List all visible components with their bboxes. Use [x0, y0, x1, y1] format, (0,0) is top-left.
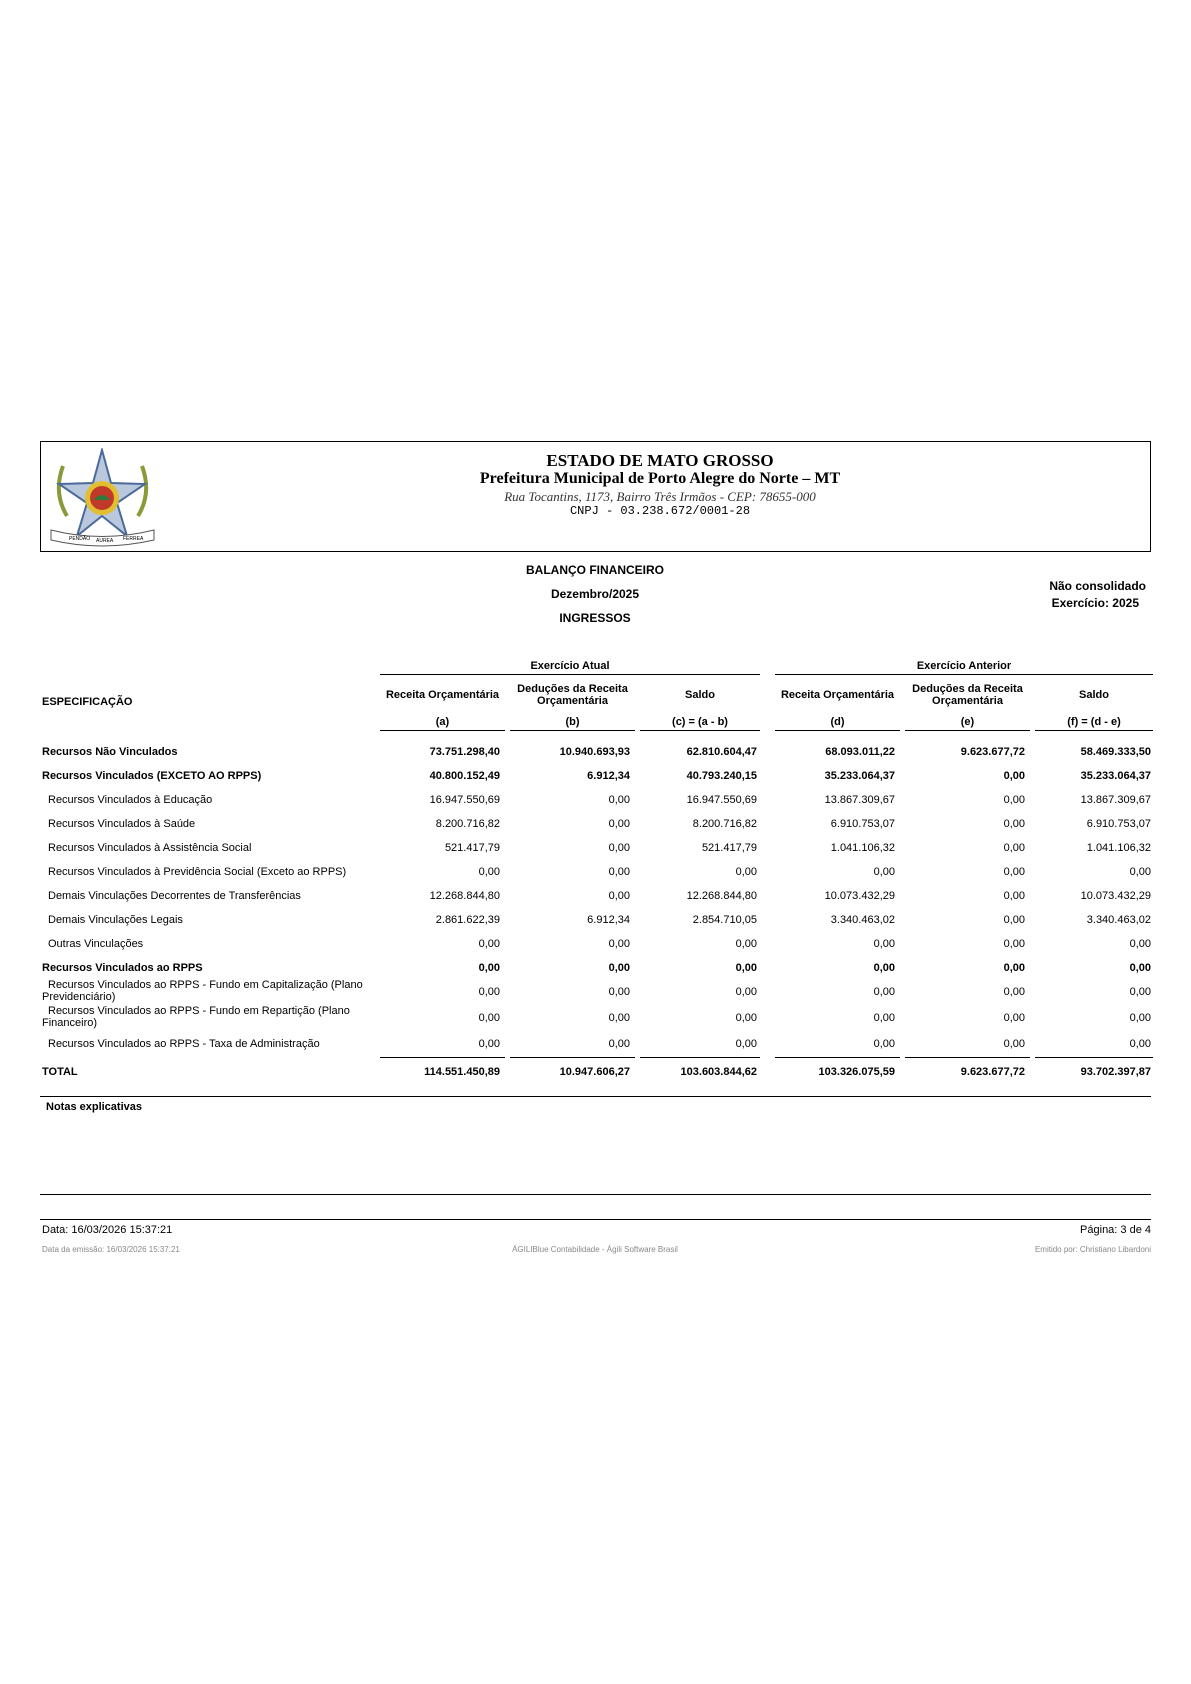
prefeitura-name: Prefeitura Municipal de Porto Alegre do Norte – MT [479, 470, 841, 487]
cell-value: 103.603.844,62 [680, 1066, 757, 1078]
cell-value: 0,00 [1003, 818, 1025, 830]
cell-value: 0,00 [873, 1038, 895, 1050]
cell-value: 0,00 [478, 986, 500, 998]
cell-value: 0,00 [478, 938, 500, 950]
col-header-e: Deduções da Receita Orçamentária [912, 683, 1023, 707]
table-row [0, 957, 1191, 981]
total-row [0, 1061, 1191, 1085]
cell-value: 73.751.298,40 [429, 746, 500, 758]
municipal-crest-logo [45, 448, 160, 548]
row-label: Recursos Vinculados ao RPPS - Taxa de Administração [48, 1038, 320, 1050]
cell-value: 13.867.309,67 [1080, 794, 1151, 806]
group-divider [775, 674, 1153, 675]
cell-value: 0,00 [873, 866, 895, 878]
cell-value: 6.910.753,07 [1086, 818, 1151, 830]
cell-value: 3.340.463,02 [830, 914, 895, 926]
cell-value: 62.810.604,47 [686, 746, 757, 758]
cell-value: 6.910.753,07 [830, 818, 895, 830]
cell-value: 0,00 [1003, 770, 1025, 782]
row-label: Demais Vinculações Legais [48, 914, 183, 926]
cell-value: 3.340.463,02 [1086, 914, 1151, 926]
cell-value: 0,00 [1129, 962, 1151, 974]
cell-value: 0,00 [1129, 866, 1151, 878]
total-divider [905, 1057, 1030, 1058]
cell-value: 0,00 [1003, 794, 1025, 806]
report-title: BALANÇO FINANCEIRO [526, 563, 664, 577]
group-previous-year: Exercício Anterior [916, 660, 1012, 672]
row-label: Demais Vinculações Decorrentes de Transferências [48, 890, 301, 902]
table-row [0, 765, 1191, 789]
state-name: ESTADO DE MATO GROSSO [546, 451, 774, 470]
cell-value: 0,00 [735, 1012, 757, 1024]
cell-value: 0,00 [1003, 866, 1025, 878]
total-divider [1035, 1057, 1153, 1058]
cell-value: 40.800.152,49 [429, 770, 500, 782]
cell-value: 10.073.432,29 [824, 890, 895, 902]
cell-value: 10.947.606,27 [559, 1066, 630, 1078]
notes-divider [40, 1194, 1151, 1195]
footer-date: Data: 16/03/2026 15:37:21 [42, 1224, 173, 1236]
col-id-f: (f) = (d - e) [1067, 716, 1121, 728]
cell-value: 0,00 [873, 962, 895, 974]
table-row [0, 885, 1191, 909]
table-row [0, 789, 1191, 813]
table-row [0, 933, 1191, 957]
cell-value: 0,00 [608, 1012, 630, 1024]
table-row [0, 813, 1191, 837]
total-divider [510, 1057, 635, 1058]
cell-value: 12.268.844,80 [686, 890, 757, 902]
col-header-c: Saldo [685, 689, 715, 701]
col-divider [905, 730, 1030, 731]
cell-value: 93.702.397,87 [1080, 1066, 1151, 1078]
report-section: INGRESSOS [559, 611, 631, 625]
col-divider [1035, 730, 1153, 731]
emitted-by: Emitido por: Christiano Libardoni [1034, 1245, 1151, 1254]
software-credit: ÁGILIBlue Contabilidade - Ágili Software Brasil [512, 1245, 678, 1254]
col-id-b: (b) [565, 716, 580, 728]
row-label: Recursos Não Vinculados [42, 746, 178, 758]
cell-value: 68.093.011,22 [825, 746, 895, 758]
cell-value: 8.200.716,82 [435, 818, 500, 830]
total-divider [380, 1057, 505, 1058]
cell-value: 0,00 [873, 1012, 895, 1024]
cell-value: 0,00 [873, 986, 895, 998]
address: Rua Tocantins, 1173, Bairro Três Irmãos - CEP: 78655-000 [504, 489, 816, 504]
cell-value: 0,00 [735, 1038, 757, 1050]
cell-value: 35.233.064,37 [1080, 770, 1151, 782]
cell-value: 0,00 [608, 1038, 630, 1050]
cell-value: 16.947.550,69 [429, 794, 500, 806]
cell-value: 16.947.550,69 [686, 794, 757, 806]
table-row [0, 837, 1191, 861]
cell-value: 0,00 [478, 866, 500, 878]
page-number: Página: 3 de 4 [1080, 1224, 1151, 1236]
cell-value: 0,00 [735, 938, 757, 950]
table-row [0, 1033, 1191, 1057]
col-header-f: Saldo [1079, 689, 1109, 701]
cell-value: 0,00 [1003, 890, 1025, 902]
cell-value: 114.551.450,89 [424, 1066, 500, 1078]
row-label: Recursos Vinculados à Saúde [48, 818, 196, 830]
cell-value: 0,00 [478, 1038, 500, 1050]
cell-value: 0,00 [1003, 914, 1025, 926]
total-divider [640, 1057, 760, 1058]
row-label: Recursos Vinculados à Previdência Social (Exceto ao RPPS) [48, 866, 347, 878]
cell-value: 0,00 [1003, 938, 1025, 950]
cell-value: 0,00 [608, 962, 630, 974]
cell-value: 0,00 [1129, 986, 1151, 998]
cell-value: 6.912,34 [587, 914, 630, 926]
cell-value: 8.200.716,82 [692, 818, 757, 830]
cell-value: 0,00 [735, 866, 757, 878]
spec-column-header: ESPECIFICAÇÃO [42, 696, 133, 708]
cell-value: 9.623.677,72 [960, 1066, 1025, 1078]
cell-value: 9.623.677,72 [960, 746, 1025, 758]
row-label: Recursos Vinculados ao RPPS - Fundo em Capitalização (Plano Previdenciário) [42, 979, 363, 1003]
notes-divider [40, 1096, 1151, 1097]
crest-banner-word: PENDÃO [69, 536, 91, 542]
col-header-a: Receita Orçamentária [385, 689, 500, 701]
col-id-d: (d) [830, 716, 845, 728]
col-header-b: Deduções da Receita Orçamentária [517, 683, 628, 707]
cell-value: 0,00 [1129, 1038, 1151, 1050]
col-id-c: (c) = (a - b) [672, 716, 728, 728]
cell-value: 1.041.106,32 [830, 842, 895, 854]
cell-value: 40.793.240,15 [686, 770, 757, 782]
table-row [0, 861, 1191, 885]
row-label: Recursos Vinculados (EXCETO AO RPPS) [42, 770, 262, 782]
cell-value: 10.073.432,29 [1080, 890, 1151, 902]
cell-value: 0,00 [478, 1012, 500, 1024]
table-row [0, 981, 1191, 1005]
cell-value: 10.940.693,93 [559, 746, 630, 758]
table-row [0, 909, 1191, 933]
row-label: Recursos Vinculados ao RPPS [42, 962, 203, 974]
footer-divider [40, 1219, 1151, 1220]
exercise-year: Exercício: 2025 [1051, 596, 1139, 610]
table-row [0, 1007, 1191, 1031]
cell-value: 521.417,79 [444, 842, 500, 854]
cell-value: 0,00 [608, 890, 630, 902]
consolidation-status: Não consolidado [1049, 579, 1146, 593]
row-label: Recursos Vinculados à Assistência Social [48, 842, 252, 854]
cell-value: 0,00 [608, 866, 630, 878]
group-current-year: Exercício Atual [530, 660, 610, 672]
row-label: Recursos Vinculados ao RPPS - Fundo em Repartição (Plano Financeiro) [42, 1005, 350, 1029]
cnpj: CNPJ - 03.238.672/0001-28 [569, 504, 751, 518]
row-label: Recursos Vinculados à Educação [48, 794, 213, 806]
cell-value: 0,00 [1129, 1012, 1151, 1024]
cell-value: 35.233.064,37 [824, 770, 895, 782]
col-divider [640, 730, 760, 731]
row-label: TOTAL [42, 1066, 78, 1078]
cell-value: 2.854.710,05 [692, 914, 757, 926]
cell-value: 0,00 [1003, 962, 1025, 974]
cell-value: 103.326.075,59 [818, 1066, 895, 1078]
cell-value: 1.041.106,32 [1086, 842, 1151, 854]
row-label: Outras Vinculações [48, 938, 144, 950]
cell-value: 0,00 [1003, 1012, 1025, 1024]
cell-value: 0,00 [478, 962, 500, 974]
cell-value: 0,00 [608, 986, 630, 998]
cell-value: 0,00 [1129, 938, 1151, 950]
col-id-a: (a) [435, 716, 450, 728]
report-period: Dezembro/2025 [550, 587, 640, 601]
group-divider [380, 674, 760, 675]
cell-value: 2.861.622,39 [435, 914, 500, 926]
col-id-e: (e) [960, 716, 975, 728]
cell-value: 0,00 [608, 794, 630, 806]
cell-value: 0,00 [873, 938, 895, 950]
notes-label: Notas explicativas [46, 1101, 142, 1113]
cell-value: 0,00 [608, 818, 630, 830]
col-divider [775, 730, 900, 731]
cell-value: 12.268.844,80 [429, 890, 500, 902]
col-divider [380, 730, 505, 731]
table-row [0, 741, 1191, 765]
cell-value: 0,00 [1003, 1038, 1025, 1050]
cell-value: 58.469.333,50 [1080, 746, 1151, 758]
cell-value: 0,00 [735, 962, 757, 974]
cell-value: 6.912,34 [587, 770, 630, 782]
cell-value: 13.867.309,67 [824, 794, 895, 806]
cell-value: 0,00 [608, 938, 630, 950]
cell-value: 0,00 [1003, 986, 1025, 998]
crest-banner-word: FERREA [123, 536, 144, 542]
emission-date: Data da emissão: 16/03/2026 15:37:21 [42, 1245, 180, 1254]
cell-value: 0,00 [1003, 842, 1025, 854]
cell-value: 0,00 [608, 842, 630, 854]
crest-banner-word: AUREA [96, 538, 114, 544]
col-header-d: Receita Orçamentária [780, 689, 895, 701]
cell-value: 0,00 [735, 986, 757, 998]
cell-value: 521.417,79 [701, 842, 757, 854]
col-divider [510, 730, 635, 731]
total-divider [775, 1057, 900, 1058]
